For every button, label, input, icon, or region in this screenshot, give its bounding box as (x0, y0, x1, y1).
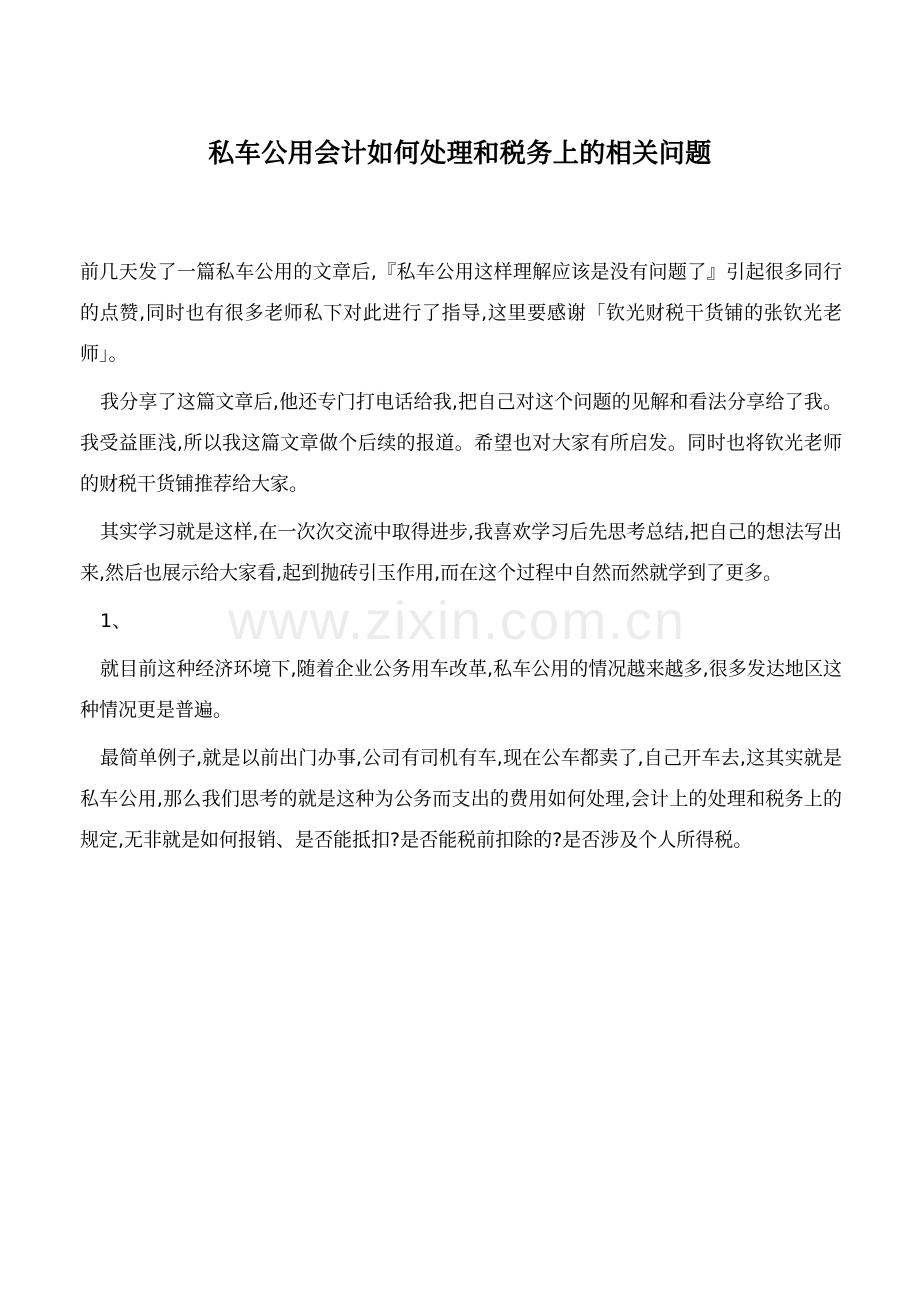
paragraph-environment: 就目前这种经济环境下,随着企业公务用车改革,私车公用的情况越来越多,很多发达地区这种情况更是普遍。 (80, 658, 842, 721)
section-number: 1、 (100, 610, 132, 632)
watermark: www.zixin.com.cn (228, 591, 687, 651)
paragraph-sharing: 我分享了这篇文章后,他还专门打电话给我,把自己对这个问题的见解和看法分享给了我。我受益匪浅,所以我这篇文章做个后续的报道。希望也对大家有所启发。同时也将钦光老师的财税干货铺推荐给大家。 (80, 391, 842, 495)
paragraph-example: 最简单例子,就是以前出门办事,公司有司机有车,现在公车都卖了,自己开车去,这其实就是私车公用,那么我们思考的就是这种为公务而支出的费用如何处理,会计上的处理和税务上的规定,无非就是如何报销、是否能抵扣?是否能税前扣除的?是否涉及个人所得税。 (80, 747, 842, 851)
paragraph-learning: 其实学习就是这样,在一次次交流中取得进步,我喜欢学习后先思考总结,把自己的想法写出来,然后也展示给大家看,起到抛砖引玉作用,而在这个过程中自然而然就学到了更多。 (80, 521, 842, 584)
document-title: 私车公用会计如何处理和税务上的相关问题 (208, 139, 712, 170)
document-body (80, 252, 842, 868)
paragraph-intro: 前几天发了一篇私车公用的文章后,『私车公用这样理解应该是没有问题了』引起很多同行的点赞,同时也有很多老师私下对此进行了指导,这里要感谢「钦光财税干货铺的张钦光老师」。 (80, 261, 842, 365)
